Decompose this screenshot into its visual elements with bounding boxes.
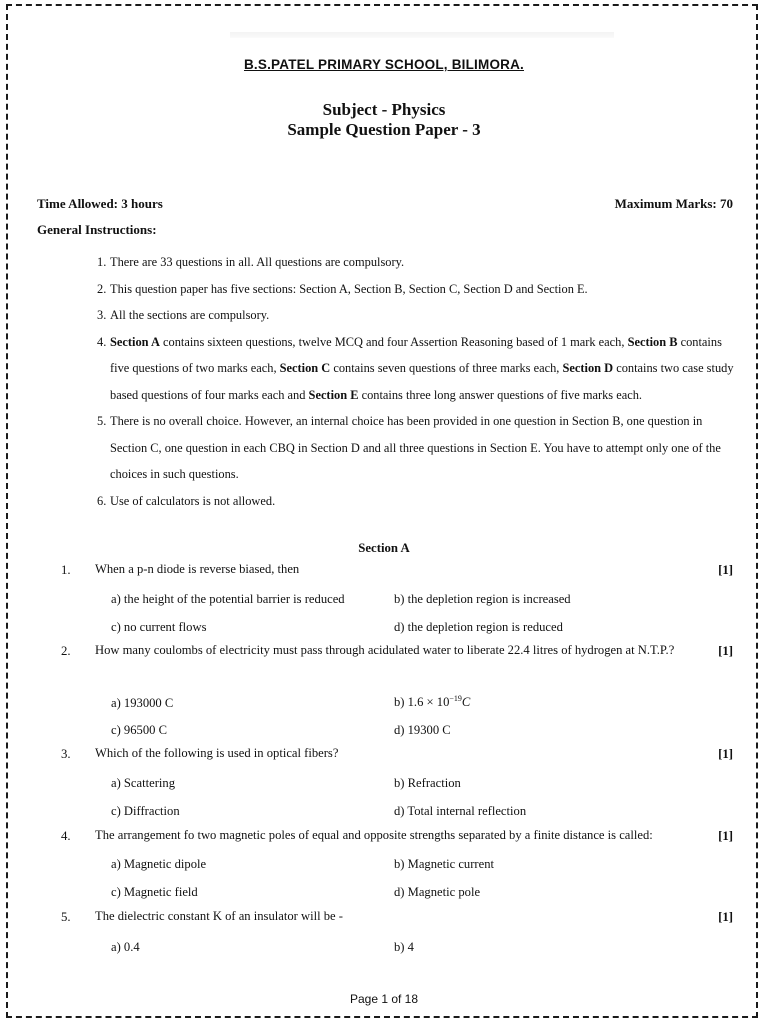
instruction-text xyxy=(110,329,737,409)
option-b xyxy=(394,694,470,710)
instruction-bold-run: Section B xyxy=(627,334,678,349)
option-c: c) no current flows xyxy=(111,620,207,634)
question-marks: [1] xyxy=(718,829,733,843)
question-text: When a p-n diode is reverse biased, then xyxy=(95,562,300,576)
instruction-text-run: contains sixteen questions, twelve MCQ and four Assertion Reasoning based of 1 mark each, xyxy=(159,334,628,349)
question-number: 1. xyxy=(61,563,71,577)
question-text: How many coulombs of electricity must pass through acidulated water to liberate 22.4 litres of hydrogen at N.T.P.? xyxy=(95,643,675,657)
option-b-value: b) 1.6 × 10 xyxy=(394,695,450,710)
paper-title: Sample Question Paper - 3 xyxy=(287,120,481,139)
instruction-bold-run: Section E xyxy=(308,387,359,402)
instruction-bold-run: Section A xyxy=(110,334,160,349)
instruction-text-run: contains three long answer questions of five marks each. xyxy=(358,387,642,402)
instruction-number: 2. xyxy=(97,281,107,296)
section-a-heading: Section A xyxy=(358,541,410,555)
option-a: a) Scattering xyxy=(111,776,175,790)
instruction-text-run: contains five questions of two marks each, xyxy=(110,334,722,375)
instruction-text-run: contains two case study based questions of four marks each and xyxy=(110,361,734,402)
option-b-unit: C xyxy=(461,695,471,710)
instruction-text: There is no overall choice. However, an internal choice has been provided in one question in Section B, one question in Section C, one question in each CBQ in Section D and all three questions in Section E. You have to attempt only one of the choices in such questions. xyxy=(110,414,721,481)
instruction-text: This question paper has five sections: Section A, Section B, Section C, Section D and Section E. xyxy=(110,281,588,296)
instruction-number: 6. xyxy=(97,493,107,508)
instruction-number: 4. xyxy=(97,334,107,349)
instruction-item xyxy=(97,329,737,409)
page-footer: Page 1 of 18 xyxy=(349,992,419,1006)
question-marks: [1] xyxy=(718,910,733,924)
option-b: b) the depletion region is increased xyxy=(394,592,571,606)
question-marks: [1] xyxy=(718,644,733,658)
instruction-bold-run: Section D xyxy=(562,361,614,375)
option-a: a) Magnetic dipole xyxy=(111,857,207,871)
question-text: The arrangement fo two magnetic poles of equal and opposite strengths separated by a finite distance is called: xyxy=(95,828,653,842)
option-b: b) Magnetic current xyxy=(394,857,495,871)
option-b-exponent: −19 xyxy=(449,694,462,703)
instruction-item xyxy=(97,302,737,329)
instruction-item xyxy=(97,276,737,303)
instruction-text: All the sections are compulsory. xyxy=(110,308,270,322)
option-b: b) Refraction xyxy=(394,776,461,790)
instruction-item xyxy=(97,249,737,276)
school-name: B.S.PATEL PRIMARY SCHOOL, BILIMORA. xyxy=(243,57,524,72)
option-a: a) 0.4 xyxy=(111,940,140,954)
question-text: Which of the following is used in optical fibers? xyxy=(95,746,339,760)
question-number: 3. xyxy=(61,747,71,761)
instruction-text-run: contains seven questions of three marks each, xyxy=(330,361,563,375)
option-d: d) 19300 C xyxy=(394,723,451,737)
option-c: c) 96500 C xyxy=(111,723,167,737)
instruction-item xyxy=(97,408,737,488)
instruction-item xyxy=(97,488,737,515)
subject-title: Subject - Physics xyxy=(322,100,446,119)
instruction-number: 1. xyxy=(97,255,107,269)
question-marks: [1] xyxy=(718,563,733,577)
option-d: d) Magnetic pole xyxy=(394,885,481,899)
instructions-list xyxy=(97,249,737,514)
option-a: a) the height of the potential barrier is reduced xyxy=(111,592,345,606)
general-instructions-heading: General Instructions: xyxy=(37,222,157,237)
maximum-marks: Maximum Marks: 70 xyxy=(614,196,733,211)
option-c: c) Magnetic field xyxy=(111,885,198,899)
instruction-text: There are 33 questions in all. All questions are compulsory. xyxy=(110,255,405,269)
instruction-bold-run: Section C xyxy=(279,361,331,375)
option-d: d) Total internal reflection xyxy=(394,804,527,818)
question-number: 2. xyxy=(61,644,71,658)
option-c: c) Diffraction xyxy=(111,804,180,818)
option-b: b) 4 xyxy=(394,940,414,954)
instruction-number: 5. xyxy=(97,414,107,428)
option-a: a) 193000 C xyxy=(111,696,174,710)
instruction-text: Use of calculators is not allowed. xyxy=(110,493,276,508)
question-marks: [1] xyxy=(718,747,733,761)
instruction-number: 3. xyxy=(97,308,107,322)
top-strip xyxy=(230,32,614,38)
question-number: 5. xyxy=(61,910,71,924)
question-text: The dielectric constant K of an insulator will be - xyxy=(95,909,343,923)
question-number: 4. xyxy=(61,829,71,843)
time-allowed: Time Allowed: 3 hours xyxy=(37,196,163,211)
option-d: d) the depletion region is reduced xyxy=(394,620,563,634)
